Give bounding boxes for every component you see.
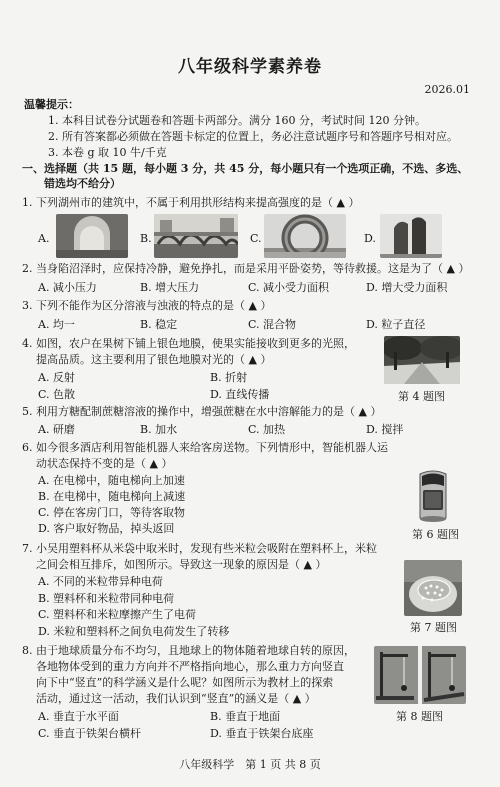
q2-option-c: C. 减小受力面积 xyxy=(248,281,330,294)
q7-option-c: C. 塑料杯和米粒摩擦产生了电荷 xyxy=(38,608,197,621)
q8-stem-line2: 各地物体受到的重力方向并不严格指向地心，那么重力方向竖直 xyxy=(36,660,344,673)
q7-option-d: D. 米粒和塑料杯之间负电荷发生了转移 xyxy=(38,625,230,638)
q4-figure-caption: 第 4 题图 xyxy=(398,390,445,403)
q3-stem: 3. 下列不能作为区分溶液与浊液的特点的是（ ▲ ） xyxy=(22,299,272,312)
orchard-film-photo xyxy=(384,336,460,384)
q4-stem-line1: 4. 如图，农户在果树下铺上银色地膜，使果实能接收到更多的光照， xyxy=(22,337,355,350)
stone-arch-bridge-photo xyxy=(154,214,238,258)
delivery-robot-photo xyxy=(410,468,456,524)
q2-option-d: D. 增大受力面积 xyxy=(366,281,448,294)
q1-option-b: B. xyxy=(140,232,152,245)
q2-option-a: A. 减小压力 xyxy=(38,281,97,294)
q1-option-c: C. xyxy=(250,232,262,245)
q1-option-d: D. xyxy=(364,232,376,245)
q1-stem: 1. 下列湖州市的建筑中，不属于利用拱形结构来提高强度的是（ ▲ ） xyxy=(22,196,360,209)
exam-date: 2026.01 xyxy=(424,83,470,96)
q6-option-c: C. 停在客房门口，等待客取物 xyxy=(38,506,186,519)
q8-stem-line4: 活动，通过这一活动，我们认识到“竖直”的涵义是（ ▲ ） xyxy=(36,692,316,705)
twin-towers-photo xyxy=(380,214,442,258)
q6-figure-caption: 第 6 题图 xyxy=(412,528,459,541)
q1-option-a: A. xyxy=(38,232,50,245)
q8-stem-line1: 8. 由于地球质量分布不均匀，且地球上的物体随着地球自转的原因， xyxy=(22,644,355,657)
page-title: 八年级科学素养卷 xyxy=(178,57,322,77)
q4-option-a: A. 反射 xyxy=(38,371,75,384)
q4-stem-line2: 提高品质。这主要利用了银色地膜对光的（ ▲ ） xyxy=(36,353,272,366)
q8-option-a: A. 垂直于水平面 xyxy=(38,710,119,723)
page-footer: 八年级科学 第 1 页 共 8 页 xyxy=(179,758,321,771)
notice-heading: 温馨提示： xyxy=(24,98,79,111)
q7-stem-line2: 之间会相互排斥，如图所示。导致这一现象的原因是（ ▲ ） xyxy=(36,558,327,571)
q5-option-a: A. 研磨 xyxy=(38,423,75,436)
rice-cup-photo xyxy=(404,560,462,616)
q6-option-d: D. 客户取好物品，掉头返回 xyxy=(38,522,175,535)
q3-option-d: D. 粒子直径 xyxy=(366,318,426,331)
q7-figure-caption: 第 7 题图 xyxy=(410,621,457,634)
q5-option-b: B. 加水 xyxy=(140,423,178,436)
ring-hotel-photo xyxy=(264,214,346,258)
notice-item-1: 1. 本科目试卷分试题卷和答题卡两部分。满分 160 分，考试时间 120 分钟。 xyxy=(48,114,426,127)
section-heading-line1: 一、选择题（共 15 题，每小题 3 分，共 45 分，每小题只有一个选项正确，不选、多选、 xyxy=(22,162,469,175)
notice-item-3: 3. 本卷 g 取 10 牛/千克 xyxy=(48,146,167,159)
q6-option-a: A. 在电梯中，随电梯向上加速 xyxy=(38,474,185,487)
q6-stem-line1: 6. 如今很多酒店利用智能机器人来给客房送物。下列情形中，智能机器人运 xyxy=(22,441,388,454)
q6-option-b: B. 在电梯中，随电梯向上减速 xyxy=(38,490,186,503)
arched-alley-photo xyxy=(56,214,128,258)
q3-option-b: B. 稳定 xyxy=(140,318,178,331)
q5-option-d: D. 搅拌 xyxy=(366,423,404,436)
q8-option-c: C. 垂直于铁架台横杆 xyxy=(38,727,142,740)
q8-option-d: D. 垂直于铁架台底座 xyxy=(210,727,314,740)
q3-option-c: C. 混合物 xyxy=(248,318,297,331)
q8-stem-line3: 向下中“竖直”的科学涵义是什么呢？如图所示为教材上的探索 xyxy=(36,676,334,689)
q5-stem: 5. 利用方糖配制蔗糖溶液的操作中，增强蔗糖在水中溶解能力的是（ ▲ ） xyxy=(22,405,382,418)
q6-stem-line2: 动状态保持不变的是（ ▲ ） xyxy=(36,457,173,470)
section-heading-line2: 错选均不给分） xyxy=(44,177,121,190)
q8-figure-caption: 第 8 题图 xyxy=(396,710,443,723)
q5-option-c: C. 加热 xyxy=(248,423,286,436)
plumb-line-stand-photo xyxy=(374,646,466,704)
q7-option-b: B. 塑料杯和米粒带同种电荷 xyxy=(38,592,175,605)
q4-option-c: C. 色散 xyxy=(38,388,76,401)
q4-option-b: B. 折射 xyxy=(210,371,248,384)
q2-option-b: B. 增大压力 xyxy=(140,281,200,294)
q7-stem-line1: 7. 小吴用塑料杯从米袋中取米时，发现有些米粒会吸附在塑料杯上，米粒 xyxy=(22,542,377,555)
q8-option-b: B. 垂直于地面 xyxy=(210,710,281,723)
q7-option-a: A. 不同的米粒带异种电荷 xyxy=(38,575,163,588)
q4-option-d: D. 直线传播 xyxy=(210,388,270,401)
q3-option-a: A. 均一 xyxy=(38,318,75,331)
notice-item-2: 2. 所有答案都必须做在答题卡标定的位置上，务必注意试题序号和答题序号相对应。 xyxy=(48,130,458,143)
q2-stem: 2. 当身陷沼泽时，应保持冷静，避免挣扎，而是采用平卧姿势，等待救援。这是为了（ ▲ ） xyxy=(22,262,470,275)
